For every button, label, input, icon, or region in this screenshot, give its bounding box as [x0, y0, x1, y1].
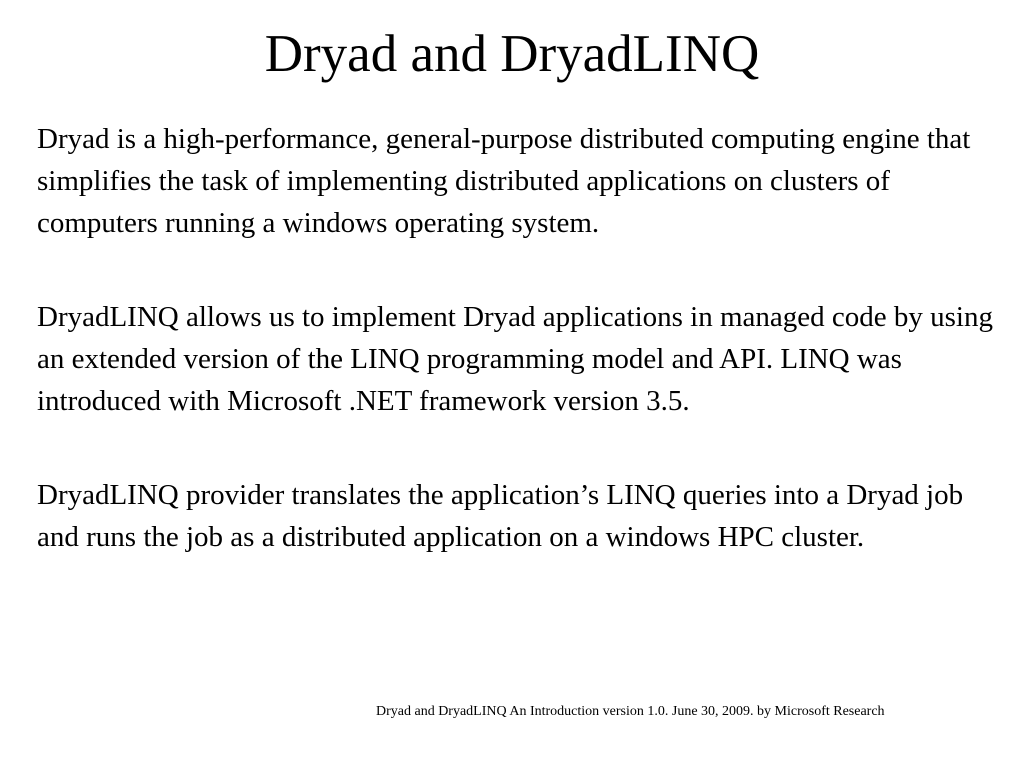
paragraph-dryadlinq: DryadLINQ allows us to implement Dryad applications in managed code by using an extended version of the LINQ programming model and API. LINQ was introduced with Microsoft .NET framework version 3.5.: [37, 301, 993, 417]
paragraph-provider: DryadLINQ provider translates the application’s LINQ queries into a Dryad job and runs the job as a distributed application on a windows HPC cluster.: [37, 479, 964, 553]
slide-title: Dryad and DryadLINQ: [264, 25, 760, 83]
slide-body: [37, 118, 997, 610]
paragraph-dryad: Dryad is a high-performance, general-purpose distributed computing engine that simplifies the task of implementing distributed applications on clusters of computers running a windows operating system.: [37, 123, 971, 239]
citation: Dryad and DryadLINQ An Introduction version 1.0. June 30, 2009. by Microsoft Research: [376, 704, 885, 719]
